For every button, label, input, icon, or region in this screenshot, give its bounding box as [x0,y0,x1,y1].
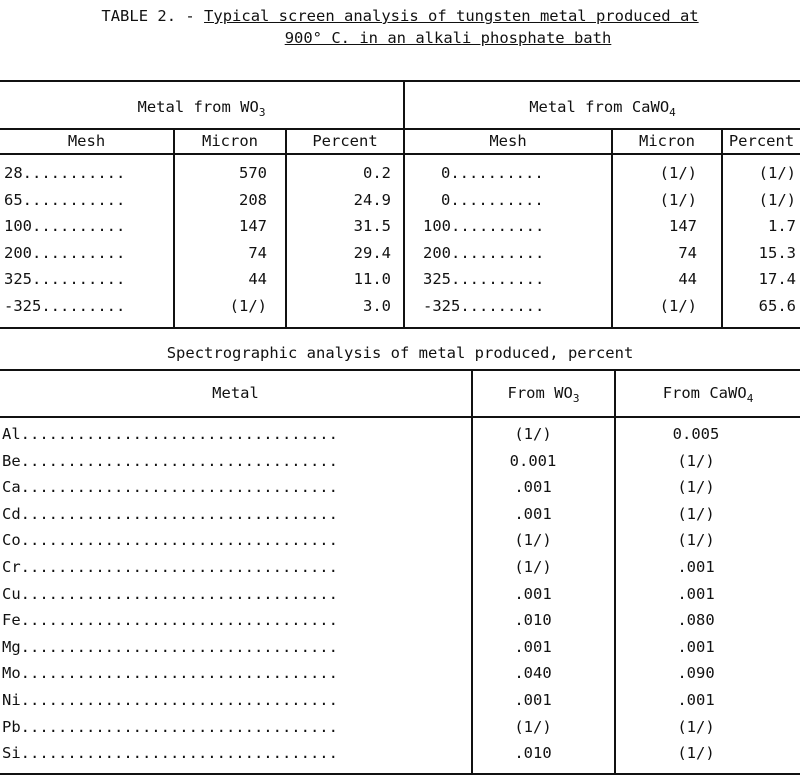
metal-cell: Be.................................. [2,451,338,470]
from-wo3-cell: (1/) [514,558,552,576]
from-cawo4-cell: .001 [677,691,715,709]
from-cawo4-cell: .001 [677,584,715,603]
col-micron-1: Micron [202,132,258,150]
metal-cell: Co.................................. [2,531,338,550]
percent-cell-wo3: 29.4 [353,243,391,262]
from-cawo4-cell: .090 [677,664,715,683]
micron-cell-wo3: 208 [239,190,267,209]
mesh-cell-cawo4: 200.......... [423,243,545,262]
percent-cell-wo3: 31.5 [353,217,391,235]
col-mesh-1: Mesh [67,132,106,150]
rule-screen-bottom [0,327,800,329]
metal-cell: Mo.................................. [2,664,338,683]
metal-cell: Fe.................................. [2,611,338,630]
rule-spectro-top [0,369,800,371]
percent-cell-cawo4: 15.3 [758,243,796,262]
rule-spectro-header-bottom [0,416,800,418]
group-heading-cawo4: Metal from CaWO$_4$ [529,98,676,119]
from-wo3-cell: .001 [514,584,552,603]
metal-cell: Ca.................................. [2,478,338,497]
micron-cell-cawo4: 74 [678,243,697,262]
percent-cell-wo3: 3.0 [363,296,391,315]
from-cawo4-cell: (1/) [677,504,715,523]
from-wo3-cell: .001 [514,478,552,497]
mesh-cell-wo3: 200.......... [4,243,126,262]
from-cawo4-cell: .001 [677,637,715,656]
mesh-cell-wo3: 100.......... [4,217,126,235]
from-wo3-cell: .001 [514,691,552,709]
metal-cell: Al.................................. [2,425,338,443]
from-cawo4-cell: (1/) [677,478,715,497]
percent-cell-wo3: 0.2 [363,164,391,182]
micron-cell-cawo4: (1/) [659,164,697,182]
from-wo3-cell: 0.001 [509,451,557,470]
col-percent-1: Percent [312,132,378,150]
rule-spectro-bottom [0,773,800,775]
percent-cell-cawo4: 65.6 [758,296,796,315]
percent-cell-cawo4: 17.4 [758,270,796,288]
from-wo3-cell: .010 [514,744,552,763]
percent-cell-cawo4: (1/) [758,164,796,182]
micron-cell-cawo4: 44 [678,270,697,288]
col-metal: Metal [212,384,259,402]
metal-cell: Si.................................. [2,744,338,763]
col-from-cawo4: From CaWO$_4$ [662,384,754,405]
metal-cell: Ni.................................. [2,691,338,709]
metal-cell: Cr.................................. [2,558,338,576]
percent-cell-wo3: 24.9 [353,190,391,209]
group-heading-wo3: Metal from $WO_3$ [137,98,266,119]
micron-cell-wo3: (1/) [229,296,267,315]
micron-cell-wo3: 74 [248,243,267,262]
mesh-cell-wo3: -325......... [4,296,126,315]
from-cawo4-cell: (1/) [677,451,715,470]
col-from-wo3: From $WO_3$ [507,384,580,405]
mesh-cell-wo3: 65........... [4,190,126,209]
from-cawo4-cell: (1/) [677,744,715,763]
micron-cell-cawo4: 147 [669,217,697,235]
table-title-line2 [0,29,800,47]
from-cawo4-cell: .001 [677,558,715,576]
from-wo3-cell: .001 [514,504,552,523]
from-wo3-cell: (1/) [514,717,552,736]
mesh-cell-wo3: 325.......... [4,270,126,288]
col-micron-2: Micron [639,132,695,150]
percent-cell-cawo4: (1/) [758,190,796,209]
mesh-cell-cawo4: 100.......... [423,217,545,235]
col-mesh-2: Mesh [489,132,527,150]
micron-cell-cawo4: (1/) [659,190,697,209]
metal-cell: Cd.................................. [2,504,338,523]
table-title-text-2: 900° C. in an alkali phosphate bath [284,29,612,47]
from-cawo4-cell: (1/) [677,531,715,550]
spectro-heading: Spectrographic analysis of metal produced, percent [166,344,634,362]
rule-group-bottom [0,128,800,130]
mesh-cell-wo3: 28........... [4,164,126,182]
rule-top [0,80,800,82]
from-cawo4-cell: .080 [677,611,715,630]
metal-cell: Cu.................................. [2,584,338,603]
percent-cell-wo3: 11.0 [353,270,391,288]
metal-cell: Pb.................................. [2,717,338,736]
from-wo3-cell: .040 [514,664,552,683]
from-wo3-cell: .001 [514,637,552,656]
mesh-cell-cawo4: -325......... [423,296,545,315]
table-title-text: Typical screen analysis of tungsten metal produced at [204,7,699,25]
micron-cell-cawo4: (1/) [659,296,697,315]
mesh-cell-cawo4: 0.......... [441,190,544,209]
metal-cell: Mg.................................. [2,637,338,656]
rule-header-bottom [0,153,800,155]
from-cawo4-cell: (1/) [677,717,715,736]
col-percent-2: Percent [728,132,795,150]
from-cawo4-cell: 0.005 [672,425,720,443]
mesh-cell-cawo4: 325.......... [423,270,545,288]
micron-cell-wo3: 147 [239,217,267,235]
from-wo3-cell: (1/) [514,531,552,550]
from-wo3-cell: (1/) [514,425,552,443]
mesh-cell-cawo4: 0.......... [441,164,544,182]
micron-cell-wo3: 570 [239,164,267,182]
table-title-line1 [0,7,800,25]
table-number: TABLE 2. - [101,7,205,25]
percent-cell-cawo4: 1.7 [768,217,796,235]
micron-cell-wo3: 44 [248,270,267,288]
from-wo3-cell: .010 [514,611,552,630]
